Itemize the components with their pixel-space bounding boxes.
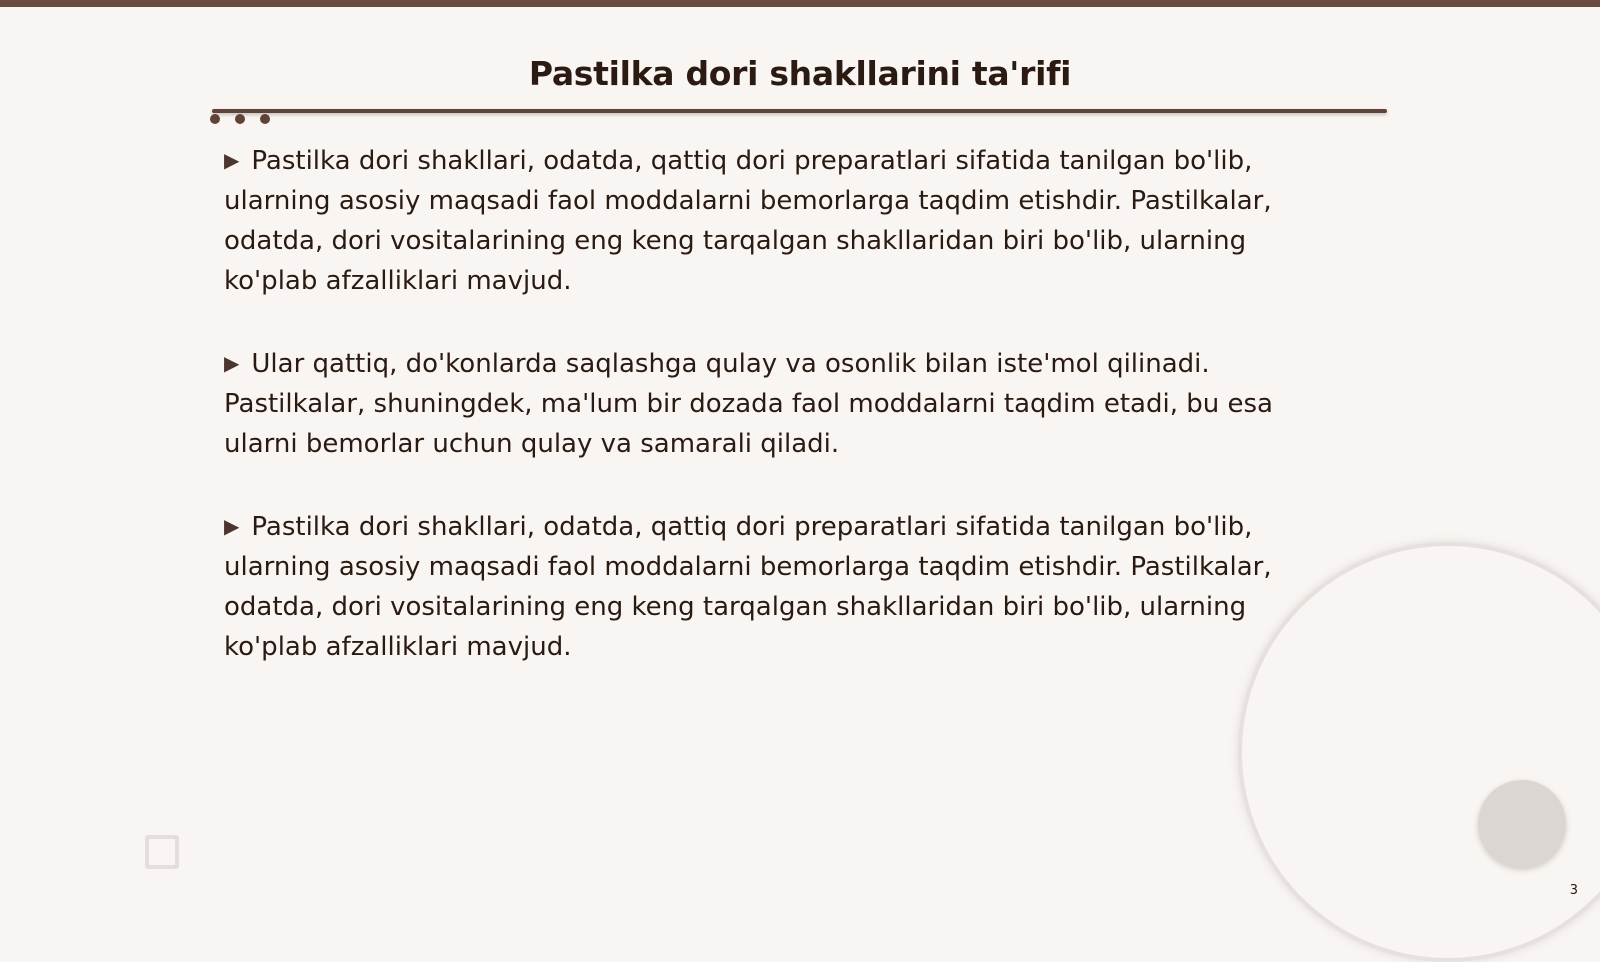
- bullet-text: Ular qattiq, do'konlarda saqlashga qulay va osonlik bilan iste'mol qilinadi. Pastilkalar, shuningdek, ma'lum bir dozada faol moddalarni taqdim etadi, bu esa ularni bemorlar uchun qulay va samarali qiladi.: [224, 349, 1273, 459]
- decor-dot: [235, 114, 245, 124]
- decor-circle-solid: [1478, 780, 1566, 868]
- decor-dot: [260, 114, 270, 124]
- triangle-right-icon: ▶: [224, 351, 240, 375]
- bullet-text: Pastilka dori shakllari, odatda, qattiq dori preparatlari sifatida tanilgan bo'lib, ularning asosiy maqsadi faol moddalarni bemorlarga taqdim etishdir. Pastilkalar, odatda, dori vositalarining eng keng tarqalgan shakllaridan biri bo'lib, ularning ko'plab afzalliklari mavjud.: [224, 512, 1272, 662]
- triangle-right-icon: ▶: [224, 148, 240, 172]
- bullet-item: [224, 343, 1314, 464]
- triangle-right-icon: ▶: [224, 514, 240, 538]
- top-accent-bar: [0, 0, 1600, 7]
- bullet-text: Pastilka dori shakllari, odatda, qattiq dori preparatlari sifatida tanilgan bo'lib, ularning asosiy maqsadi faol moddalarni bemorlarga taqdim etishdir. Pastilkalar, odatda, dori vositalarining eng keng tarqalgan shakllaridan biri bo'lib, ularning ko'plab afzalliklari mavjud.: [224, 146, 1272, 296]
- bullet-item: [224, 140, 1314, 301]
- bullet-item: [224, 506, 1314, 667]
- slide-body: [224, 140, 1314, 709]
- decor-dot: [210, 114, 220, 124]
- slide-number: 3: [1569, 883, 1578, 898]
- slide-title: Pastilka dori shakllarini ta'rifi: [528, 54, 1072, 93]
- decor-square: [145, 835, 179, 869]
- title-underline: [212, 109, 1387, 113]
